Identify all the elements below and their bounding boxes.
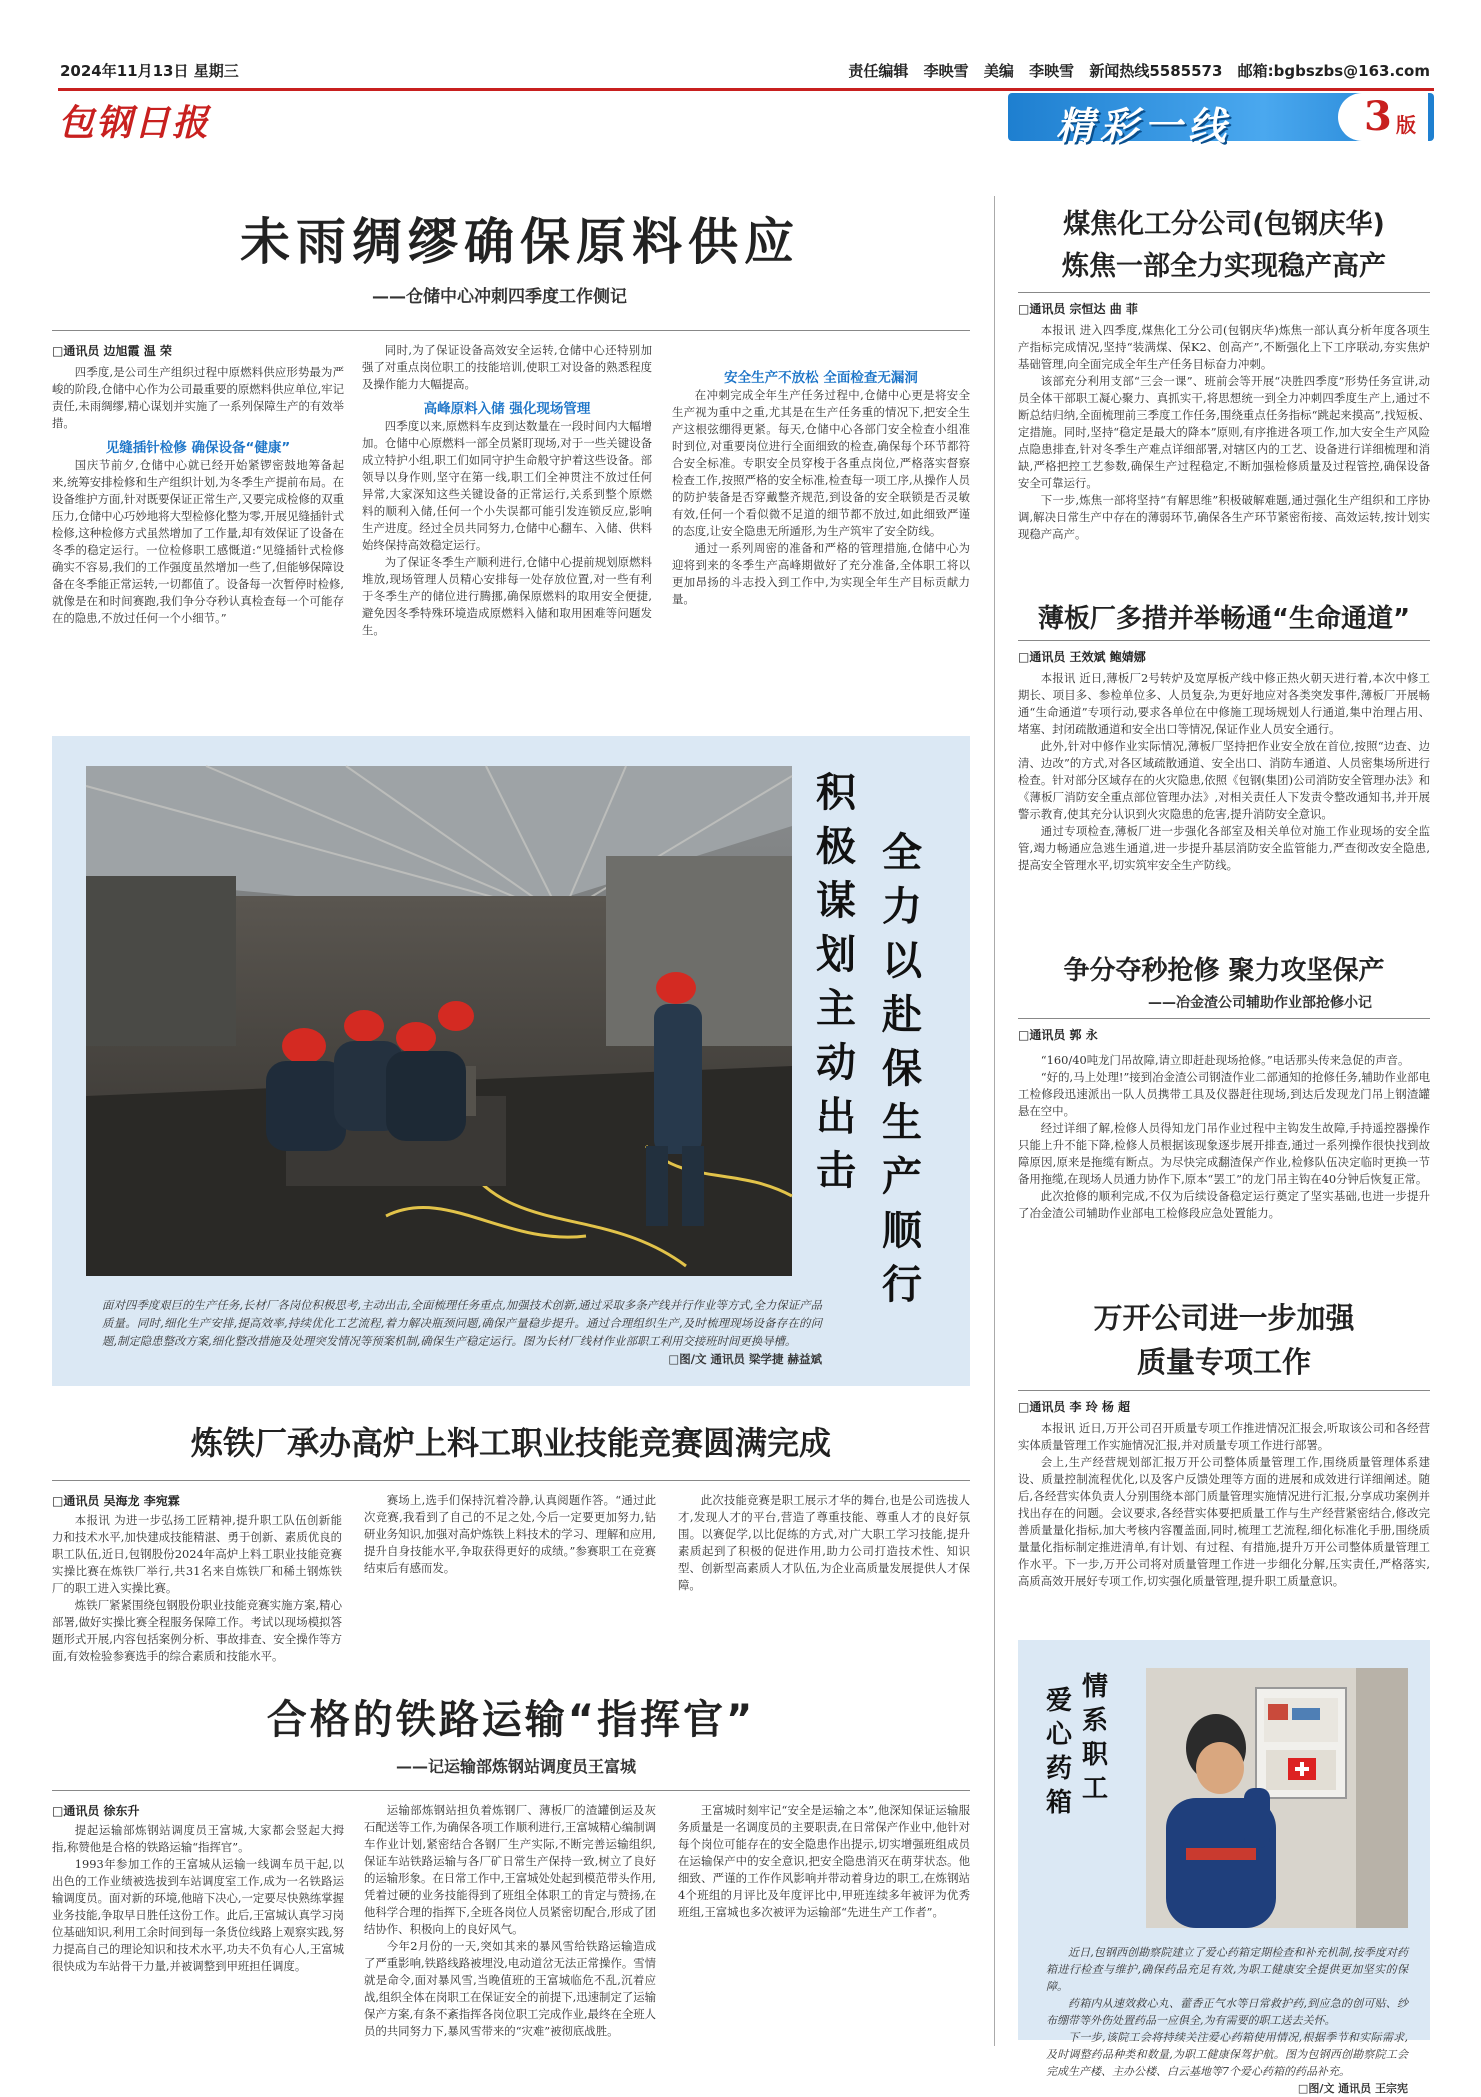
- article7-byline: □通讯员 李 玲 杨 超: [1018, 1400, 1131, 1414]
- article6-title: 争分夺秒抢修 聚力攻坚保产: [1063, 956, 1385, 986]
- article3-col3-text: 王富城时刻牢记“安全是运输之本”,他深知保证运输服务质量是一名调度员的主要职责,在日常保产作业中,他针对每个岗位可能存在的安全隐患作出提示,切实增强班组成员在运输保产中的安全意识,把安全隐患消灭在萌芽状态。他细致、严谨的工作作风影响并带动着身边的职工,在炼钢站4个班组的月评比及年度评比中,甲班连续多年被评为优秀班组,王富城也多次被评为运输部“先进生产工作者”。: [678, 1803, 971, 1919]
- article7-p1: 本报讯 近日,万开公司召开质量专项工作推进情况汇报会,听取该公司和各经营实体质量管理工作实施情况汇报,并对质量专项工作进行部署。: [1018, 1421, 1430, 1452]
- article3-col2: [364, 1802, 656, 2052]
- article5-p1: 本报讯 近日,薄板厂2号转炉及宽厚板产线中修正热火朝天进行着,本次中修工期长、项目多、参检单位多、人员复杂,为更好地应对各类突发事件,薄板厂开展畅通“生命通道”专项行动,要求各单位在中修施工现场规划人行通道,集中治理占用、堵塞、封闭疏散通道和安全出口等情况,保证作业人员安全通行。: [1018, 671, 1430, 736]
- article7-p2: 会上,生产经营规划部汇报万开公司整体质量管理工作,围绕质量管理体系建设、质量控制流程优化,以及客户反馈处理等方面的进展和成效进行详细阐述。随后,各经营实体负责人分别围绕本部门质量管理实施情况进行汇报,分享成功案例并找出存在的问题。会议要求,各经营实体要把质量工作与生产经营紧密结合,修改完善质量量化指标,加大考核内容覆盖面,同时,梳理工艺流程,细化标准化手册,围绕质量量化指标制定推进清单,有计划、有过程、有措施,提升万开公司整体质量管理工作水平。下一步,万开公司将对质量管理工作进一步细化分解,压实责任,严格落实,高质高效开展好专项工作,切实强化质量管理,提升职工质量意识。: [1018, 1455, 1430, 1588]
- article1-section3-title: 安全生产不放松 全面检查无漏洞: [724, 370, 918, 386]
- divider: [1018, 1390, 1430, 1391]
- designer-label: 美编: [983, 62, 1014, 80]
- photo-title-col1: 积极谋划主动出击: [816, 770, 856, 1194]
- article3-col3: [678, 1802, 970, 2052]
- article6-byline: □通讯员 郭 永: [1018, 1028, 1098, 1042]
- article5-p2: 此外,针对中修作业实际情况,薄板厂坚持把作业安全放在首位,按照“边查、边清、边改”的方式,对各区域疏散通道、安全出口、消防车通道、人员密集场所进行检查。针对部分区域存在的火灾隐患,依照《包钢(集团)公司消防安全管理办法》和《薄板厂消防安全重点部位管理办法》,对相关责任人下发责令整改通知书,并开展警示教育,使其充分认识到火灾隐患的危害,提升消防安全意识。: [1018, 739, 1430, 821]
- email: 邮箱:bgbszbs@163.com: [1237, 62, 1430, 80]
- article4-p1: 本报讯 进入四季度,煤焦化工分公司(包钢庆华)炼焦一部认真分析年度各项生产指标完成情况,坚持“装满煤、保K2、创高产”,不断强化上下工序联动,夯实焦炉基础管理,向全面完成全年生产任务目标奋力冲刺。: [1018, 323, 1430, 371]
- news-hotline: 新闻热线5585573: [1089, 62, 1223, 80]
- article2-col1: [52, 1512, 342, 1662]
- article3-col1b-text: 1993年参加工作的王富城从运输一线调车员干起,以出色的工作业绩被选拔到车站调度室工作,成为一名铁路运输调度员。面对新的环境,他暗下决心,一定要尽快熟练掌握业务技能,争取早日胜任这份工作。此后,王富城认真学习岗位基础知识,利用工余时间到每一条货位线路上观察实践,努力提高自己的理论知识和技术水平,功夫不负有心人,王富城很快成为车站骨干力量,并被调整到甲班担任调度。: [52, 1857, 345, 1973]
- section-banner: [1008, 93, 1434, 148]
- divider: [1018, 640, 1430, 641]
- article3-title: 合格的铁路运输“指挥官”: [266, 1697, 756, 1743]
- article4-title-line2: 炼焦一部全力实现稳产高产: [1062, 251, 1386, 282]
- medicine-box-illustration: [1146, 1668, 1408, 1928]
- workshop-photo-illustration: [86, 766, 792, 1276]
- article2-col2: [364, 1492, 656, 1662]
- page-number-badge: [1338, 93, 1428, 141]
- article4-body: [1018, 322, 1430, 584]
- issue-date: 2024年11月13日 星期三: [60, 62, 239, 80]
- article5-byline: □通讯员 王效斌 鲍婧娜: [1018, 650, 1146, 664]
- article3-col1a-text: 提起运输部炼钢站调度员王富城,大家都会竖起大拇指,称赞他是合格的铁路运输“指挥官”。: [52, 1823, 344, 1854]
- article7-body: [1018, 1420, 1430, 1630]
- page-unit: 版: [1396, 113, 1416, 137]
- medicine-box-photo: [1146, 1668, 1408, 1928]
- article2-title: 炼铁厂承办高炉上料工职业技能竞赛圆满完成: [190, 1424, 831, 1462]
- article5-body: [1018, 670, 1430, 942]
- photo-title-col2: 全力以赴保生产顺行: [882, 830, 922, 1308]
- newspaper-logo: 包钢日报: [58, 102, 211, 144]
- article5-title: 薄板厂多措并举畅通“生命通道”: [1037, 604, 1411, 634]
- article7-title-line2: 质量专项工作: [1136, 1345, 1311, 1379]
- article1-section1-text: 国庆节前夕,仓储中心就已经开始紧锣密鼓地筹备起来,统筹安排检修和生产组织计划,为冬季生产提前布局。在设备维护方面,针对既要保证正常生产,又要完成检修的双重压力,仓储中心巧妙地将大型检修化整为零,开展见缝插针式检修,这种检修方式虽然增加了工作量,却有效保证了设备在冬季的稳定运行。一位检修职工感慨道:“见缝插针式检修确实不容易,我们的工作强度虽然增加一些了,但能够保障设备在冬季能正常运转,一切都值了。设备每一次暂停时检修,就像是在和时间赛跑,我们争分夺秒认真检查每一个可能存在的隐患,不放过任何一个小细节。”: [52, 458, 345, 625]
- section-name: 精彩一线: [1056, 104, 1233, 148]
- page-number: 3: [1364, 93, 1392, 140]
- article1-section1-title: 见缝插针检修 确保设备“健康”: [105, 440, 291, 456]
- article1-section2-text1: 四季度以来,原燃料车皮到达数量在一段时间内大幅增加。仓储中心原燃料一部全员紧盯现场,对于一些关键设备成立特护小组,职工们如同守护生命般守护着这些设备。部领导以身作则,坚守在第一线,职工们全神贯注不放过任何异常,大家深知这些关键设备的正常运行,关系到整个原燃料的顺利入储,任何一个小失误都可能引发连锁反应,影响生产进度。经过全员共同努力,仓储中心翻车、入储、供料始终保持高效稳定运行。: [362, 419, 652, 552]
- column-divider: [994, 196, 995, 2046]
- article6-p2: “好的,马上处理!”接到冶金渣公司钢渣作业二部通知的抢修任务,辅助作业部电工检修段迅速派出一队人员携带工具及仪器赶往现场,到达后发现龙门吊上钢渣罐悬在空中。: [1018, 1070, 1430, 1118]
- article2-col3: [678, 1492, 970, 1662]
- article3-col2a-text: 运输部炼钢站担负着炼钢厂、薄板厂的渣罐倒运及灰石配送等工作,为确保各项工作顺利进行,王富城精心编制调车作业计划,紧密结合各钢厂生产实际,不断完善运输组织,保证车站铁路运输与各厂矿日常生产保持一致,树立了良好的运输形象。在日常工作中,王富城处处起到模范带头作用,凭着过硬的业务技能得到了班组全体职工的肯定与赞扬,在他科学合理的指挥下,全班各岗位人员紧密切配合,形成了团结协作、积极向上的良好风气。: [364, 1803, 657, 1936]
- workshop-photo: [86, 766, 792, 1276]
- article1-col1: [52, 364, 344, 724]
- article1-subtitle: ——仓储中心冲刺四季度工作侧记: [372, 287, 627, 307]
- article2-byline: □通讯员 吴海龙 李宛霖: [52, 1494, 180, 1508]
- editor-info: [838, 60, 1430, 81]
- page-header-bar: [60, 58, 1430, 82]
- article1-section2-title: 高峰原料入储 强化现场管理: [423, 401, 591, 417]
- article3-col2b-text: 今年2月份的一天,突如其来的暴风雪给铁路运输造成了严重影响,铁路线路被埋没,电动道岔无法正常操作。雪情就是命令,面对暴风雪,当晚值班的王富城临危不乱,沉着应战,组织全体在岗职工在保证安全的前提下,迅速制定了运输保产方案,有条不紊指挥各岗位职工完成作业,最终在全班人员的共同努力下,暴风雪带来的“灾难”被彻底战胜。: [364, 1939, 657, 2038]
- love-caption-p1: 近日,包钢西创勘察院建立了爱心药箱定期检查和补充机制,按季度对药箱进行检查与维护,确保药品充足有效,为职工健康安全提供更加坚实的保障。: [1046, 1946, 1408, 1993]
- article1-intro: 四季度,是公司生产组织过程中原燃料供应形势最为严峻的阶段,仓储中心作为公司最重要的原燃料供应单位,牢记责任,未雨绸缪,精心谋划并实施了一系列保障生产的有效举措。: [52, 365, 345, 430]
- article7-title-line1: 万开公司进一步加强: [1093, 1301, 1355, 1335]
- article1-col3: [672, 342, 970, 724]
- photo-caption: [102, 1296, 822, 1368]
- article1-section3-text2: 通过一系列周密的准备和严格的管理措施,仓储中心为迎将到来的冬季生产高峰期做好了充分准备,全体职工将以更加昂扬的斗志投入到工作中,为实现全年生产目标贡献力量。: [672, 541, 970, 606]
- love-caption: [1046, 1944, 1408, 2097]
- article3-col1: [52, 1822, 344, 2052]
- article4-p2: 该部充分利用支部“三会一课”、班前会等开展“决胜四季度”形势任务宣讲,动员全体干部职工凝心聚力、真抓实干,将思想统一到全力冲刺四季度生产上,通过不断总结归纳,全面梳理前三季度工作任务,围绕重点任务指标“跳起来摸高”,找短板、定措施。同时,坚持“稳定是最大的降本”原则,有序推进各项工作,加大安全生产风险点隐患排查,针对冬季生产难点详细部署,对辖区内的工艺、设备进行详细梳理和消缺,严格把控工艺参数,确保生产过程稳定,不断加强检修质量及过程管控,确保设备安全可靠运行。: [1018, 374, 1430, 490]
- divider: [52, 330, 970, 331]
- love-credit: □图/文 通讯员 王宗宪: [1297, 2082, 1408, 2095]
- article1-section2-text2: 为了保证冬季生产顺利进行,仓储中心提前规划原燃料堆放,现场管理人员精心安排每一处存放位置,对一些有利于冬季生产的储位进行腾挪,确保原燃料的取用安全便捷,避免因冬季特殊环境造成原燃料入储和取用困难等问题发生。: [362, 555, 652, 637]
- article6-p3: 经过详细了解,检修人员得知龙门吊作业过程中主钩发生故障,手持遥控器操作只能上升不能下降,检修人员根据该现象逐步展开排查,通过一系列操作很快找到故障原因,原来是拖缆有断点。为尽快完成翻渣保产作业,检修队伍决定临时更换一节备用拖缆,在现场人员通力协作下,原本“罢工”的龙门吊主钩在40分钟后恢复正常。: [1018, 1121, 1430, 1186]
- divider: [1018, 1018, 1430, 1019]
- feature-photo-block: [52, 736, 970, 1386]
- article1-byline: □通讯员 边旭霞 温 荣: [52, 344, 172, 358]
- article1-section3-text1: 在冲刺完成全年生产任务过程中,仓储中心更是将安全生产视为重中之重,尤其是在生产任务重的情况下,把安全生产这根弦绷得更紧。每天,仓储中心各部门安全检查小组准时到位,对重要岗位进行全面细致的检查,确保每个环节都符合安全标准。专职安全员穿梭于各重点岗位,严格落实督察检查工作,按照严格的安全标准,检查每一项工序,从操作人员的防护装备是否穿戴整齐规范,到设备的安全联锁是否灵敏有效,任何一个看似微不足道的细节都不放过,如此细致严谨的态度,让安全隐患无所遁形,为生产筑牢了安全防线。: [672, 388, 970, 538]
- article1-title: 未雨绸缪确保原料供应: [240, 213, 800, 271]
- photo-credit: □图/文 通讯员 梁学捷 赫益斌: [668, 1352, 822, 1366]
- love-caption-p3: 下一步,该院工会将持续关注爱心药箱使用情况,根据季节和实际需求,及时调整药品种类和数量,为职工健康保驾护航。图为包钢西创勘察院工会完成生产楼、主办公楼、白云基地等7个爱心药箱的药品补充。: [1046, 2031, 1408, 2078]
- article1-col2: [362, 342, 652, 724]
- article2-col1-text: 本报讯 为进一步弘扬工匠精神,提升职工队伍创新能力和技术水平,加快建成技能精湛、勇于创新、素质优良的职工队伍,近日,包钢股份2024年高炉上料工职业技能竞赛实操比赛在炼铁厂举行,共31名来自炼铁厂和稀土钢炼铁厂的职工进入实操比赛。: [52, 1513, 342, 1595]
- love-title-col-a: 爱心药箱: [1045, 1686, 1072, 1818]
- article6-p1: “160/40吨龙门吊故障,请立即赶赴现场抢修。”电话那头传来急促的声音。: [1040, 1053, 1410, 1067]
- article2-col1b-text: 炼铁厂紧紧围绕包钢股份职业技能竞赛实施方案,精心部署,做好实操比赛全程服务保障工作。考试以现场模拟答题形式开展,内容包括案例分析、事故排查、安全操作等方面,有效检验参赛选手的综合素质和技能水平。: [52, 1598, 342, 1663]
- love-title-col-b: 情系职工: [1081, 1672, 1108, 1804]
- article5-p3: 通过专项检查,薄板厂进一步强化各部室及相关单位对施工作业现场的安全监管,竭力畅通应急逃生通道,进一步提升基层消防安全监管能力,严查彻改安全隐患,提高安全管理水平,切实筑牢安全生产防线。: [1018, 824, 1430, 872]
- article3-byline: □通讯员 徐东升: [52, 1804, 140, 1818]
- divider: [52, 1790, 970, 1791]
- editor-name: 李映雪: [923, 62, 969, 80]
- masthead: [58, 88, 1434, 148]
- article4-byline: □通讯员 宗恒达 曲 菲: [1018, 302, 1138, 316]
- article6-body: [1018, 1052, 1430, 1264]
- article2-col3-text: 此次技能竞赛是职工展示才华的舞台,也是公司选拔人才,发现人才的平台,营造了尊重技能、尊重人才的良好氛围。以赛促学,以比促练的方式,对广大职工学习技能,提升素质起到了积极的促进作用,助力公司打造技术性、知识型、创新型高素质人才队伍,为企业高质量发展提供人才保障。: [678, 1493, 970, 1592]
- divider: [1018, 292, 1430, 293]
- designer-name: 李映雪: [1029, 62, 1075, 80]
- article3-subtitle: ——记运输部炼钢站调度员王富城: [396, 1757, 637, 1776]
- medicine-box-feature: [1018, 1640, 1430, 2095]
- editor-label: 责任编辑: [848, 62, 909, 80]
- article4-title-line1: 煤焦化工分公司(包钢庆华): [1063, 209, 1385, 240]
- article6-p4: 此次抢修的顺利完成,不仅为后续设备稳定运行奠定了坚实基础,也进一步提升了冶金渣公司辅助作业部电工检修段应急处置能力。: [1018, 1189, 1430, 1220]
- article2-col2-text: 赛场上,选手们保持沉着冷静,认真阅题作答。“通过此次竞赛,我看到了自己的不足之处,今后一定要更加努力,钻研业务知识,加强对高炉炼铁上料技术的学习、理解和应用,提升自身技能水平,争取获得更好的成绩。”参赛职工在竞赛结束后有感而发。: [364, 1493, 657, 1575]
- article6-subtitle: ——冶金渣公司辅助作业部抢修小记: [1148, 995, 1372, 1011]
- photo-caption-text: 面对四季度艰巨的生产任务,长材厂各岗位积极思考,主动出击,全面梳理任务重点,加强技术创新,通过采取多条产线并行作业等方式,全力保证产品质量。同时,细化生产安排,提高效率,持续优化工艺流程,着力解决瓶颈问题,确保产量稳步提升。通过合理组织生产,及时梳理现场设备存在的问题,制定隐患整改方案,细化整改措施及处理突发情况等预案机制,确保生产稳定运行。图为长材厂线材作业部职工利用交接班时间更换导槽。: [102, 1298, 822, 1348]
- article1-col2-text: 同时,为了保证设备高效安全运转,仓储中心还特别加强了对重点岗位职工的技能培训,使职工对设备的熟悉程度及操作能力大幅提高。: [362, 343, 652, 391]
- love-caption-p2: 药箱内从速效救心丸、藿香正气水等日常救护药,到应急的创可贴、纱布绷带等外伤处置药品一应俱全,为有需要的职工送去关怀。: [1046, 1997, 1408, 2027]
- article4-p3: 下一步,炼焦一部将坚持“有解思维”积极破解难题,通过强化生产组织和工序协调,解决日常生产中存在的薄弱环节,确保各生产环节紧密衔接、高效运转,按计划实现稳产高产。: [1018, 493, 1430, 541]
- divider: [52, 1480, 970, 1481]
